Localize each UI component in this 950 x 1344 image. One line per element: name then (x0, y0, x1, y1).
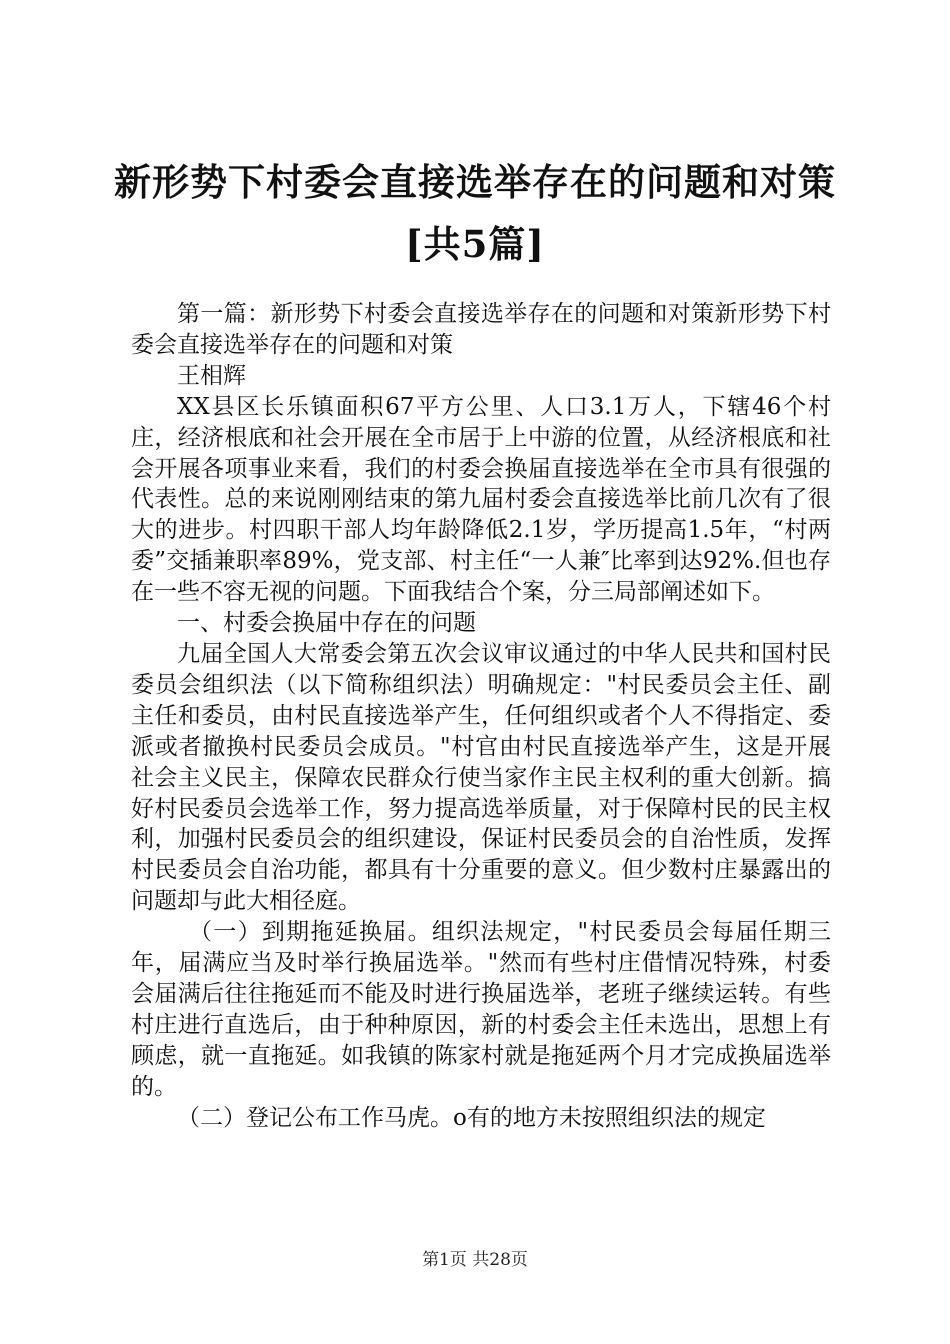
paragraph-intro: 第一篇：新形势下村委会直接选举存在的问题和对策新形势下村委会直接选举存在的问题和对策 (131, 301, 831, 358)
paragraph-issue-1: （一）到期拖延换届。组织法规定，"村民委员会每届任期三年，届满应当及时举行换届选举。"然而有些村庄借情况特殊，村委会届满后往往拖延而不能及时进行换届选举，老班子继续运转。有些村庄进行直选后，由于种种原因，新的村委会主任未选出，思想上有顾虑，就一直拖延。如我镇的陈家村就是拖延两个月才完成换届选举的。 (131, 919, 831, 1100)
document-title: 新形势下村委会直接选举存在的问题和对策 (114, 160, 836, 204)
paragraph-law: 九届全国人大常委会第五次会议审议通过的中华人民共和国村民委员会组织法（以下简称组织法）明确规定："村民委员会主任、副主任和委员，由村民直接选举产生，任何组织或者个人不得指定、委派或者撤换村民委员会成员。"村官由村民直接选举产生，这是开展社会主义民主，保障农民群众行使当家作主民主权利的重大创新。搞好村民委员会选举工作，努力提高选举质量，对于保障村民的民主权利，加强村民委员会的组织建设，保证村民委员会的自治性质，发挥村民委员会自治功能，都具有十分重要的意义。但少数村庄暴露出的问题却与此大相径庭。 (131, 640, 831, 915)
paragraph-overview: XX县区长乐镇面积67平方公里、人口3.1万人，下辖46个村庄，经济根底和社会开展在全市居于上中游的位置，从经济根底和社会开展各项事业来看，我们的村委会换届直接选举在全市具有很强的代表性。总的来说刚刚结束的第九届村委会直接选举比前几次有了很大的进步。村四职干部人均年龄降低2.1岁，学历提高1.5年，“村两委”交插兼职率89%，党支部、村主任“一人兼″比率到达92%.但也存在一些不容无视的问题。下面我结合个案，分三局部阐述如下。 (131, 393, 831, 606)
document-body (131, 299, 831, 1133)
paragraph-author: 王相辉 (177, 362, 246, 389)
section-heading: 一、村委会换届中存在的问题 (177, 610, 476, 637)
paragraph-issue-2: （二）登记公布工作马虎。o有的地方未按照组织法的规定 (177, 1104, 766, 1131)
document-subtitle: [共5篇] (405, 222, 545, 266)
page-footer: 第1页 共28页 (422, 1250, 528, 1270)
